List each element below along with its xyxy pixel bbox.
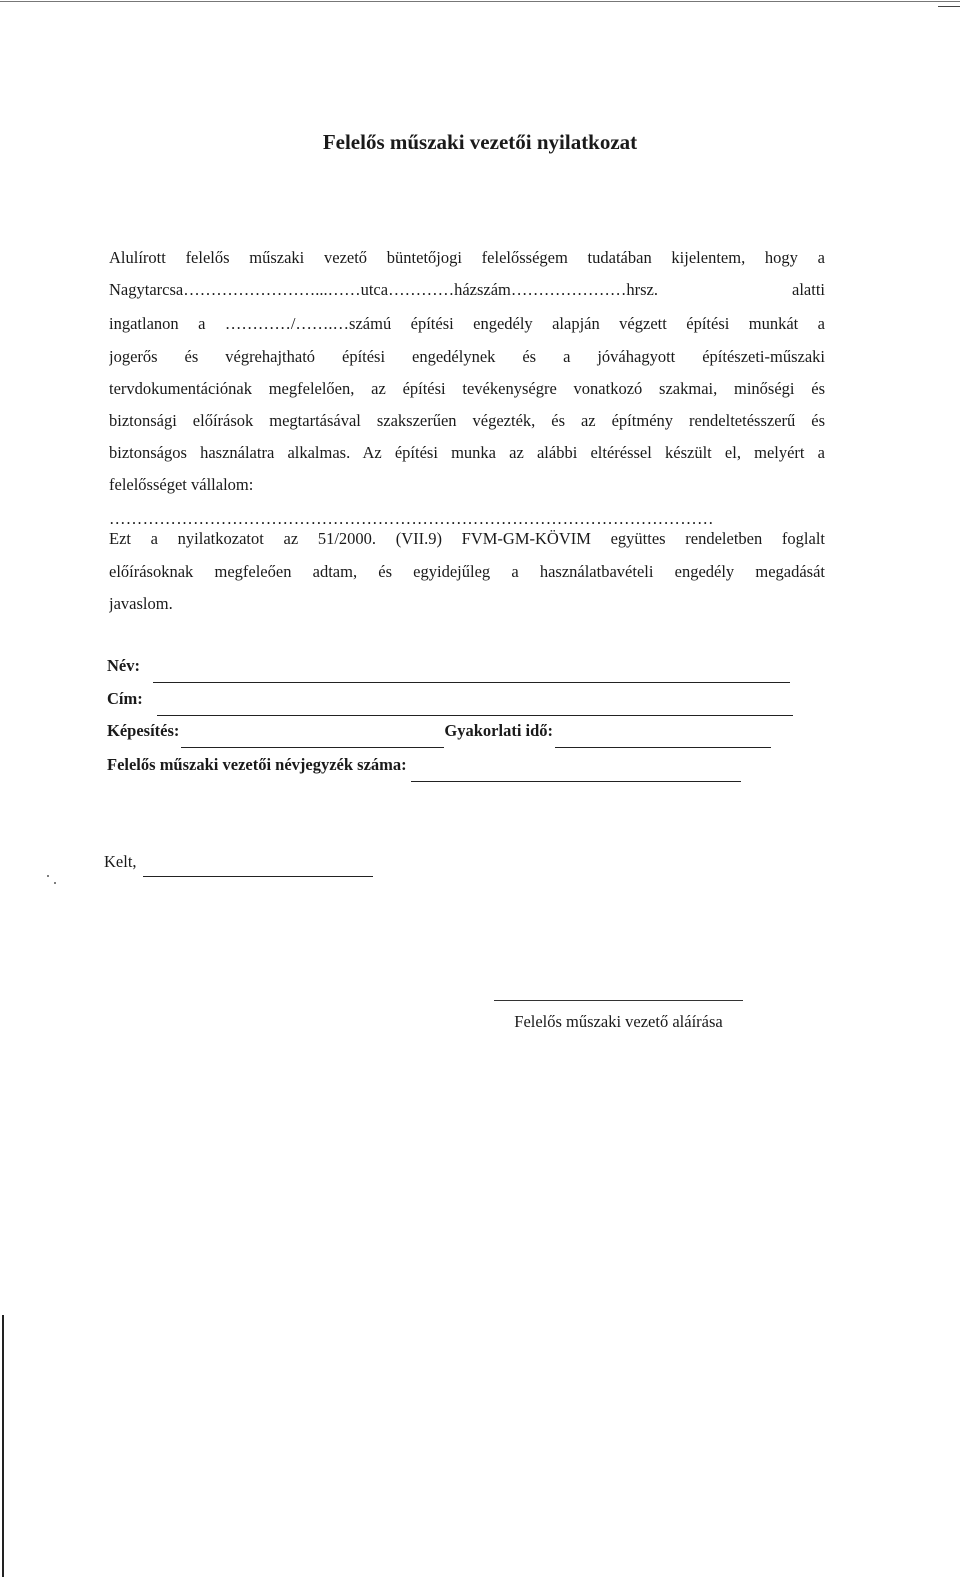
body-line: javaslom. xyxy=(109,594,173,613)
gyakorlati-ido-input-line[interactable] xyxy=(555,725,771,748)
gyakorlati-ido-label: Gyakorlati idő: xyxy=(444,721,554,740)
scan-top-border xyxy=(0,1,960,2)
body-line: biztonságos használatra alkalmas. Az építési munka az alábbi eltéréssel készült el, melyért a xyxy=(109,443,825,462)
nev-field xyxy=(107,653,790,683)
cim-label: Cím: xyxy=(107,689,143,708)
kelt-input-line[interactable] xyxy=(143,854,373,877)
cim-input-line[interactable] xyxy=(157,693,793,716)
scan-edge-shadow xyxy=(2,1315,4,1577)
signature-label: Felelős műszaki vezető aláírása xyxy=(514,1012,723,1031)
nevjegyzek-field xyxy=(107,752,741,782)
nevjegyzek-input-line[interactable] xyxy=(411,759,741,782)
body-line-address: Nagytarcsa……………………...……utca…………házszám…………………hrsz. alatti xyxy=(109,280,825,299)
body-line: felelősséget vállalom: xyxy=(109,475,254,494)
nevjegyzek-label: Felelős műszaki vezetői névjegyzék száma: xyxy=(107,755,407,774)
scan-speck xyxy=(47,875,49,877)
kelt-label: Kelt, xyxy=(104,852,137,871)
body-line: biztonsági előírások megtartásával szakszerűen végezték, és az építmény rendeltetésszerű és xyxy=(109,411,825,430)
nev-label: Név: xyxy=(107,656,140,675)
document-title: Felelős műszaki vezetői nyilatkozat xyxy=(322,130,638,154)
body-line: tervdokumentációnak megfelelően, az építési tevékenységre vonatkozó szakmai, minőségi és xyxy=(109,379,825,398)
kepesites-input-line[interactable] xyxy=(181,725,444,748)
body-line: Ezt a nyilatkozatot az 51/2000. (VII.9) FVM-GM-KÖVIM együttes rendeletben foglalt xyxy=(109,529,825,548)
scan-corner-mark xyxy=(938,6,960,7)
deviation-dotted-line: ……………………………………………………………………………………………… xyxy=(109,509,714,528)
body-line: előírásoknak megfeleően adtam, és egyidejűleg a használatbavételi engedély megadását xyxy=(109,562,825,581)
body-line: Alulírott felelős műszaki vezető büntetőjogi felelősségem tudatában kijelentem, hogy a xyxy=(109,248,825,267)
kepesites-field xyxy=(107,718,771,748)
body-line: jogerős és végrehajtható építési engedélynek és a jóváhagyott építészeti-műszaki xyxy=(109,347,825,366)
body-line-permit: ingatlanon a …………/…….…számú építési engedély alapján végzett építési munkát a xyxy=(109,314,825,333)
signature-line[interactable] xyxy=(494,1000,743,1001)
kepesites-label: Képesítés: xyxy=(107,721,180,740)
kelt-field xyxy=(104,847,373,877)
scan-speck xyxy=(54,882,56,884)
nev-input-line[interactable] xyxy=(153,660,790,683)
cim-field xyxy=(107,686,793,716)
